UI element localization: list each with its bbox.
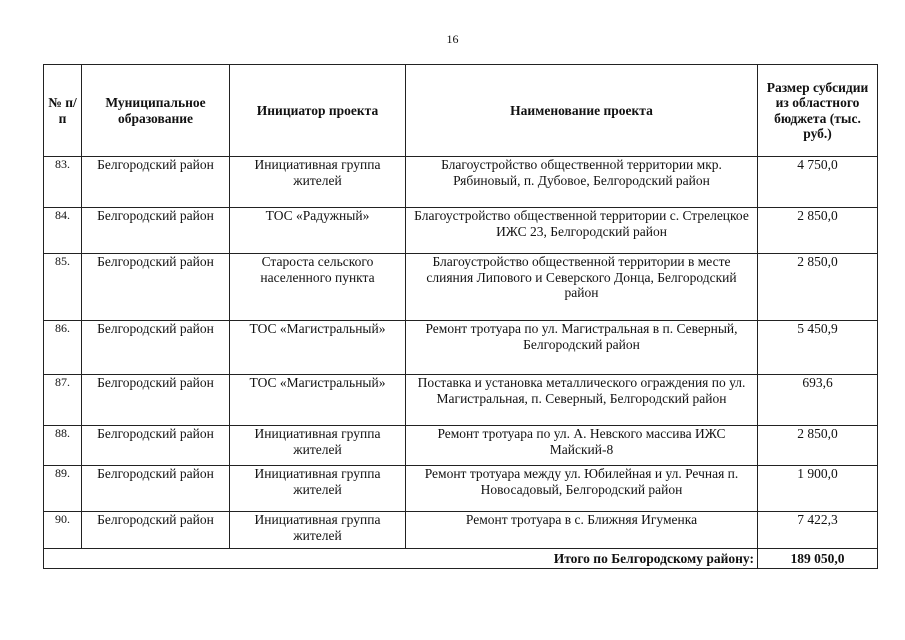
row-initiator: Староста сельского населенного пункта [230, 254, 406, 321]
row-num: 90. [44, 512, 82, 549]
row-municipality: Белгородский район [82, 426, 230, 466]
row-project-name: Благоустройство общественной территории с. Стрелецкое ИЖС 23, Белгородский район [406, 208, 758, 254]
row-initiator: ТОС «Магистральный» [230, 321, 406, 375]
table-header-row [44, 65, 878, 157]
row-initiator: Инициативная группа жителей [230, 466, 406, 512]
row-initiator: ТОС «Радужный» [230, 208, 406, 254]
row-municipality: Белгородский район [82, 254, 230, 321]
header-project-name: Наименование проекта [406, 65, 758, 157]
row-subsidy: 4 750,0 [758, 157, 878, 208]
row-num: 86. [44, 321, 82, 375]
header-subsidy: Размер субсидии из областного бюджета (тыс. руб.) [758, 65, 878, 157]
row-num: 87. [44, 375, 82, 426]
header-num: № п/п [44, 65, 82, 157]
row-subsidy: 2 850,0 [758, 208, 878, 254]
row-initiator: Инициативная группа жителей [230, 157, 406, 208]
row-project-name: Ремонт тротуара по ул. А. Невского массива ИЖС Майский-8 [406, 426, 758, 466]
row-subsidy: 2 850,0 [758, 254, 878, 321]
row-project-name: Благоустройство общественной территории в месте слияния Липового и Северского Донца, Белгородский район [406, 254, 758, 321]
table-row [44, 157, 878, 208]
table-row [44, 466, 878, 512]
row-subsidy: 7 422,3 [758, 512, 878, 549]
row-subsidy: 1 900,0 [758, 466, 878, 512]
row-project-name: Ремонт тротуара в с. Ближняя Игуменка [406, 512, 758, 549]
table-row [44, 254, 878, 321]
row-project-name: Поставка и установка металлического ограждения по ул. Магистральная, п. Северный, Белгородский район [406, 375, 758, 426]
row-initiator: Инициативная группа жителей [230, 426, 406, 466]
total-amount: 189 050,0 [758, 549, 878, 569]
row-num: 88. [44, 426, 82, 466]
row-num: 83. [44, 157, 82, 208]
row-initiator: ТОС «Магистральный» [230, 375, 406, 426]
table-row [44, 321, 878, 375]
table-row [44, 375, 878, 426]
row-municipality: Белгородский район [82, 466, 230, 512]
page-number: 16 [446, 32, 459, 46]
row-subsidy: 693,6 [758, 375, 878, 426]
total-row [44, 549, 878, 569]
row-num: 85. [44, 254, 82, 321]
row-initiator: Инициативная группа жителей [230, 512, 406, 549]
row-project-name: Ремонт тротуара по ул. Магистральная в п. Северный, Белгородский район [406, 321, 758, 375]
table-row [44, 512, 878, 549]
row-municipality: Белгородский район [82, 375, 230, 426]
row-municipality: Белгородский район [82, 321, 230, 375]
header-initiator: Инициатор проекта [230, 65, 406, 157]
table-row [44, 208, 878, 254]
header-municipality: Муниципальное образование [82, 65, 230, 157]
subsidy-table [43, 64, 878, 569]
row-municipality: Белгородский район [82, 157, 230, 208]
row-num: 84. [44, 208, 82, 254]
row-subsidy: 5 450,9 [758, 321, 878, 375]
table-row [44, 426, 878, 466]
row-project-name: Благоустройство общественной территории мкр. Рябиновый, п. Дубовое, Белгородский район [406, 157, 758, 208]
total-label: Итого по Белгородскому району: [44, 549, 758, 569]
row-municipality: Белгородский район [82, 208, 230, 254]
row-municipality: Белгородский район [82, 512, 230, 549]
row-project-name: Ремонт тротуара между ул. Юбилейная и ул. Речная п. Новосадовый, Белгородский район [406, 466, 758, 512]
row-num: 89. [44, 466, 82, 512]
row-subsidy: 2 850,0 [758, 426, 878, 466]
